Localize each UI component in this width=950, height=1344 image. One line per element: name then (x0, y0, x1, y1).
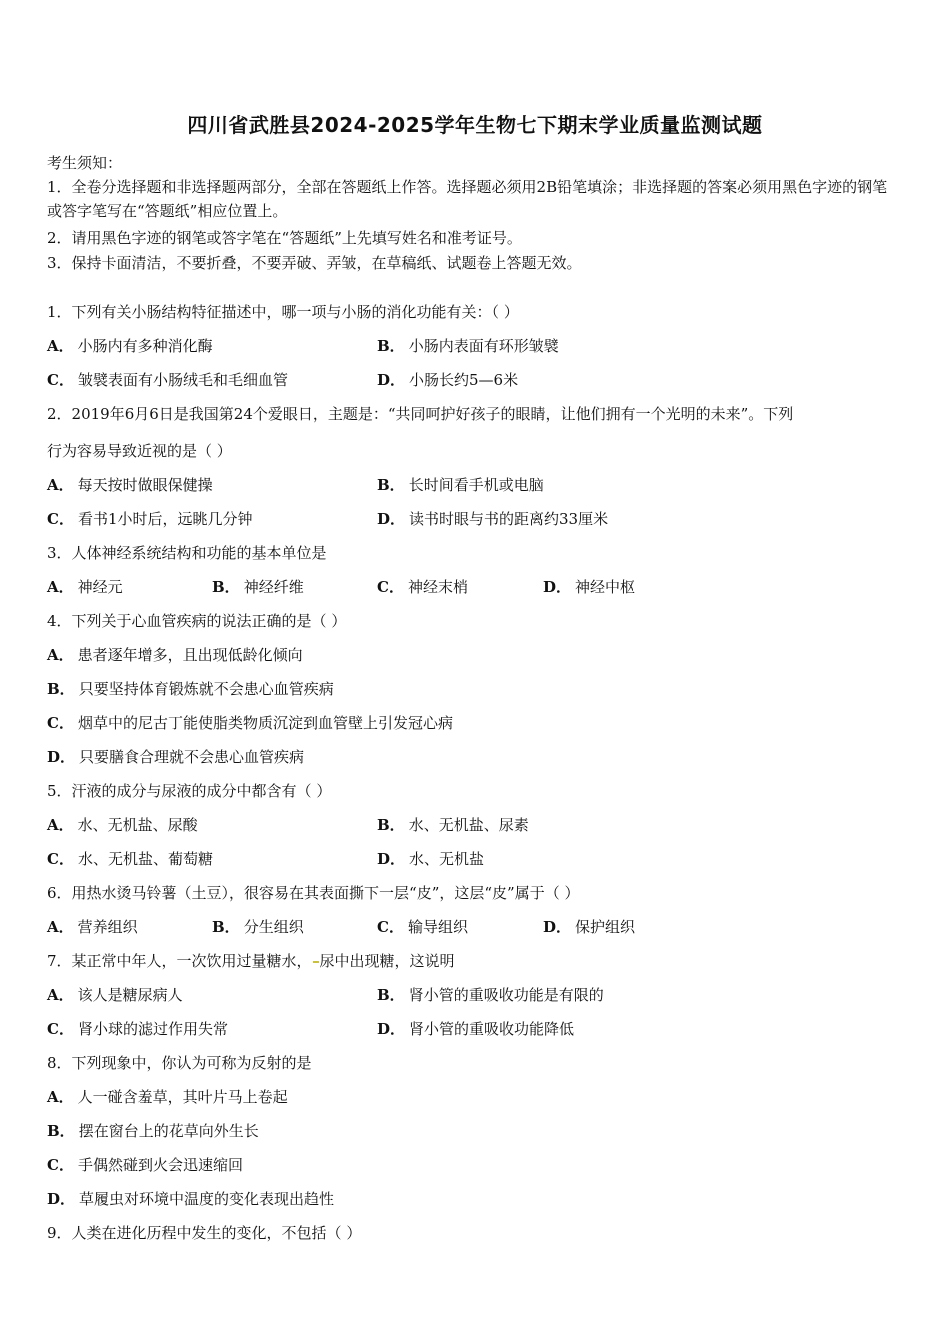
option-text: 烟草中的尼古丁能使脂类物质沉淀到血管壁上引发冠心病 (77, 714, 453, 732)
option-label: C． (47, 850, 74, 868)
option-a[interactable] (47, 983, 183, 1007)
option-text: 皱襞表面有小肠绒毛和毛细血管 (77, 371, 288, 389)
option-text: 草履虫对环境中温度的变化表现出趋性 (79, 1190, 335, 1208)
option-text: 读书时眼与书的距离约33厘米 (409, 510, 609, 528)
option-label: C． (47, 714, 74, 732)
option-label: B． (212, 578, 240, 596)
option-b[interactable] (377, 813, 529, 837)
option-label: D． (47, 748, 76, 766)
option-text: 只要坚持体育锻炼就不会患心血管疾病 (78, 680, 334, 698)
option-c[interactable] (47, 711, 453, 735)
option-label: B． (377, 337, 405, 355)
option-label: A． (47, 816, 74, 834)
option-d[interactable] (377, 847, 484, 871)
page-title: 四川省武胜县2024-2025学年生物七下期末学业质量监测试题 (187, 113, 763, 137)
option-label: D． (47, 1190, 76, 1208)
option-a[interactable] (47, 915, 138, 939)
option-text: 摆在窗台上的花草向外生长 (78, 1122, 259, 1140)
option-text: 只要膳食合理就不会患心血管疾病 (79, 748, 305, 766)
option-b[interactable] (377, 473, 544, 497)
option-c[interactable] (47, 847, 213, 871)
option-b[interactable] (47, 677, 334, 701)
question-stem: 5．汗液的成分与尿液的成分中都含有（ ） (47, 782, 332, 800)
option-a[interactable] (47, 643, 303, 667)
option-text: 神经中枢 (575, 578, 636, 596)
option-label: B． (212, 918, 240, 936)
question-stem-part: 尿中出现糖，这说明 (319, 952, 455, 970)
option-c[interactable] (377, 915, 468, 939)
option-text: 神经纤维 (243, 578, 304, 596)
option-text: 肾小球的滤过作用失常 (77, 1020, 228, 1038)
option-label: C． (47, 1020, 74, 1038)
option-label: C． (377, 578, 404, 596)
option-b[interactable] (212, 915, 304, 939)
notice-heading: 考生须知： (47, 154, 123, 172)
option-a[interactable] (47, 473, 213, 497)
option-label: A． (47, 918, 74, 936)
option-text: 肾小管的重吸收功能降低 (409, 1020, 575, 1038)
option-label: D． (543, 578, 572, 596)
option-d[interactable] (47, 1187, 334, 1211)
option-d[interactable] (377, 507, 608, 531)
option-text: 手偶然碰到火会迅速缩回 (77, 1156, 243, 1174)
option-a[interactable] (47, 575, 123, 599)
option-a[interactable] (47, 334, 213, 358)
option-c[interactable] (47, 1017, 228, 1041)
option-text: 长时间看手机或电脑 (408, 476, 544, 494)
option-text: 分生组织 (243, 918, 304, 936)
option-d[interactable] (47, 745, 304, 769)
scan-mark (313, 961, 319, 963)
option-a[interactable] (47, 1085, 288, 1109)
option-d[interactable] (543, 575, 635, 599)
option-text: 水、无机盐、尿素 (408, 816, 529, 834)
option-c[interactable] (377, 575, 468, 599)
option-text: 水、无机盐、尿酸 (77, 816, 198, 834)
option-text: 看书1小时后，远眺几分钟 (77, 510, 253, 528)
notice-item: 3．保持卡面清洁，不要折叠，不要弄破、弄皱，在草稿纸、试题卷上答题无效。 (47, 254, 582, 272)
option-label: A． (47, 986, 74, 1004)
option-text: 患者逐年增多，且出现低龄化倾向 (77, 646, 303, 664)
option-label: A． (47, 1088, 74, 1106)
question-stem: 1．下列有关小肠结构特征描述中，哪一项与小肠的消化功能有关：（ ） (47, 303, 519, 321)
option-b[interactable] (47, 1119, 259, 1143)
option-d[interactable] (377, 368, 518, 392)
question-stem: 4．下列关于心血管疾病的说法正确的是（ ） (47, 612, 347, 630)
option-label: D． (543, 918, 572, 936)
option-text: 神经末梢 (407, 578, 468, 596)
option-text: 肾小管的重吸收功能是有限的 (408, 986, 604, 1004)
option-a[interactable] (47, 813, 198, 837)
notice-item: 1．全卷分选择题和非选择题两部分，全部在答题纸上作答。选择题必须用2B铅笔填涂；非选择题的答案必须用黑色字迹的钢笔或答字笔写在“答题纸”相应位置上。 (47, 178, 888, 220)
option-label: D． (377, 1020, 406, 1038)
question-stem-part: 7．某正常中年人，一次饮用过量糖水， (47, 952, 312, 970)
option-text: 输导组织 (407, 918, 468, 936)
option-label: A． (47, 476, 74, 494)
option-text: 水、无机盐 (409, 850, 485, 868)
option-b[interactable] (377, 983, 604, 1007)
option-b[interactable] (377, 334, 559, 358)
option-text: 小肠内有多种消化酶 (77, 337, 213, 355)
option-text: 营养组织 (77, 918, 138, 936)
question-stem: 2．2019年6月6日是我国第24个爱眼日，主题是：“共同呵护好孩子的眼睛，让他们拥有一个光明的未来”。下列 (47, 405, 794, 423)
option-text: 人一碰含羞草，其叶片马上卷起 (77, 1088, 288, 1106)
option-text: 水、无机盐、葡萄糖 (77, 850, 213, 868)
option-text: 该人是糖尿病人 (77, 986, 183, 1004)
option-label: C． (377, 918, 404, 936)
option-label: B． (47, 680, 75, 698)
option-c[interactable] (47, 1153, 243, 1177)
notice-item: 2．请用黑色字迹的钢笔或答字笔在“答题纸”上先填写姓名和准考证号。 (47, 229, 522, 247)
option-label: A． (47, 337, 74, 355)
option-text: 神经元 (77, 578, 123, 596)
option-label: D． (377, 850, 406, 868)
question-stem: 8．下列现象中，你认为可称为反射的是 (47, 1054, 312, 1072)
option-text: 小肠长约5—6米 (409, 371, 519, 389)
option-d[interactable] (377, 1017, 574, 1041)
question-stem: 6．用热水烫马铃薯（土豆），很容易在其表面撕下一层“皮”，这层“皮”属于（ ） (47, 884, 580, 902)
option-label: A． (47, 646, 74, 664)
option-label: C． (47, 371, 74, 389)
option-c[interactable] (47, 507, 253, 531)
question-stem: 行为容易导致近视的是（ ） (47, 442, 232, 460)
option-b[interactable] (212, 575, 304, 599)
option-label: C． (47, 510, 74, 528)
option-label: A． (47, 578, 74, 596)
option-label: C． (47, 1156, 74, 1174)
option-text: 每天按时做眼保健操 (77, 476, 213, 494)
option-text: 保护组织 (575, 918, 636, 936)
option-d[interactable] (543, 915, 635, 939)
question-stem (47, 949, 455, 973)
option-label: D． (377, 371, 406, 389)
option-c[interactable] (47, 368, 288, 392)
option-label: B． (377, 816, 405, 834)
question-stem: 9．人类在进化历程中发生的变化，不包括（ ） (47, 1224, 362, 1242)
option-label: D． (377, 510, 406, 528)
question-stem: 3．人体神经系统结构和功能的基本单位是 (47, 544, 327, 562)
option-text: 小肠内表面有环形皱襞 (408, 337, 559, 355)
option-label: B． (377, 476, 405, 494)
option-label: B． (377, 986, 405, 1004)
option-label: B． (47, 1122, 75, 1140)
